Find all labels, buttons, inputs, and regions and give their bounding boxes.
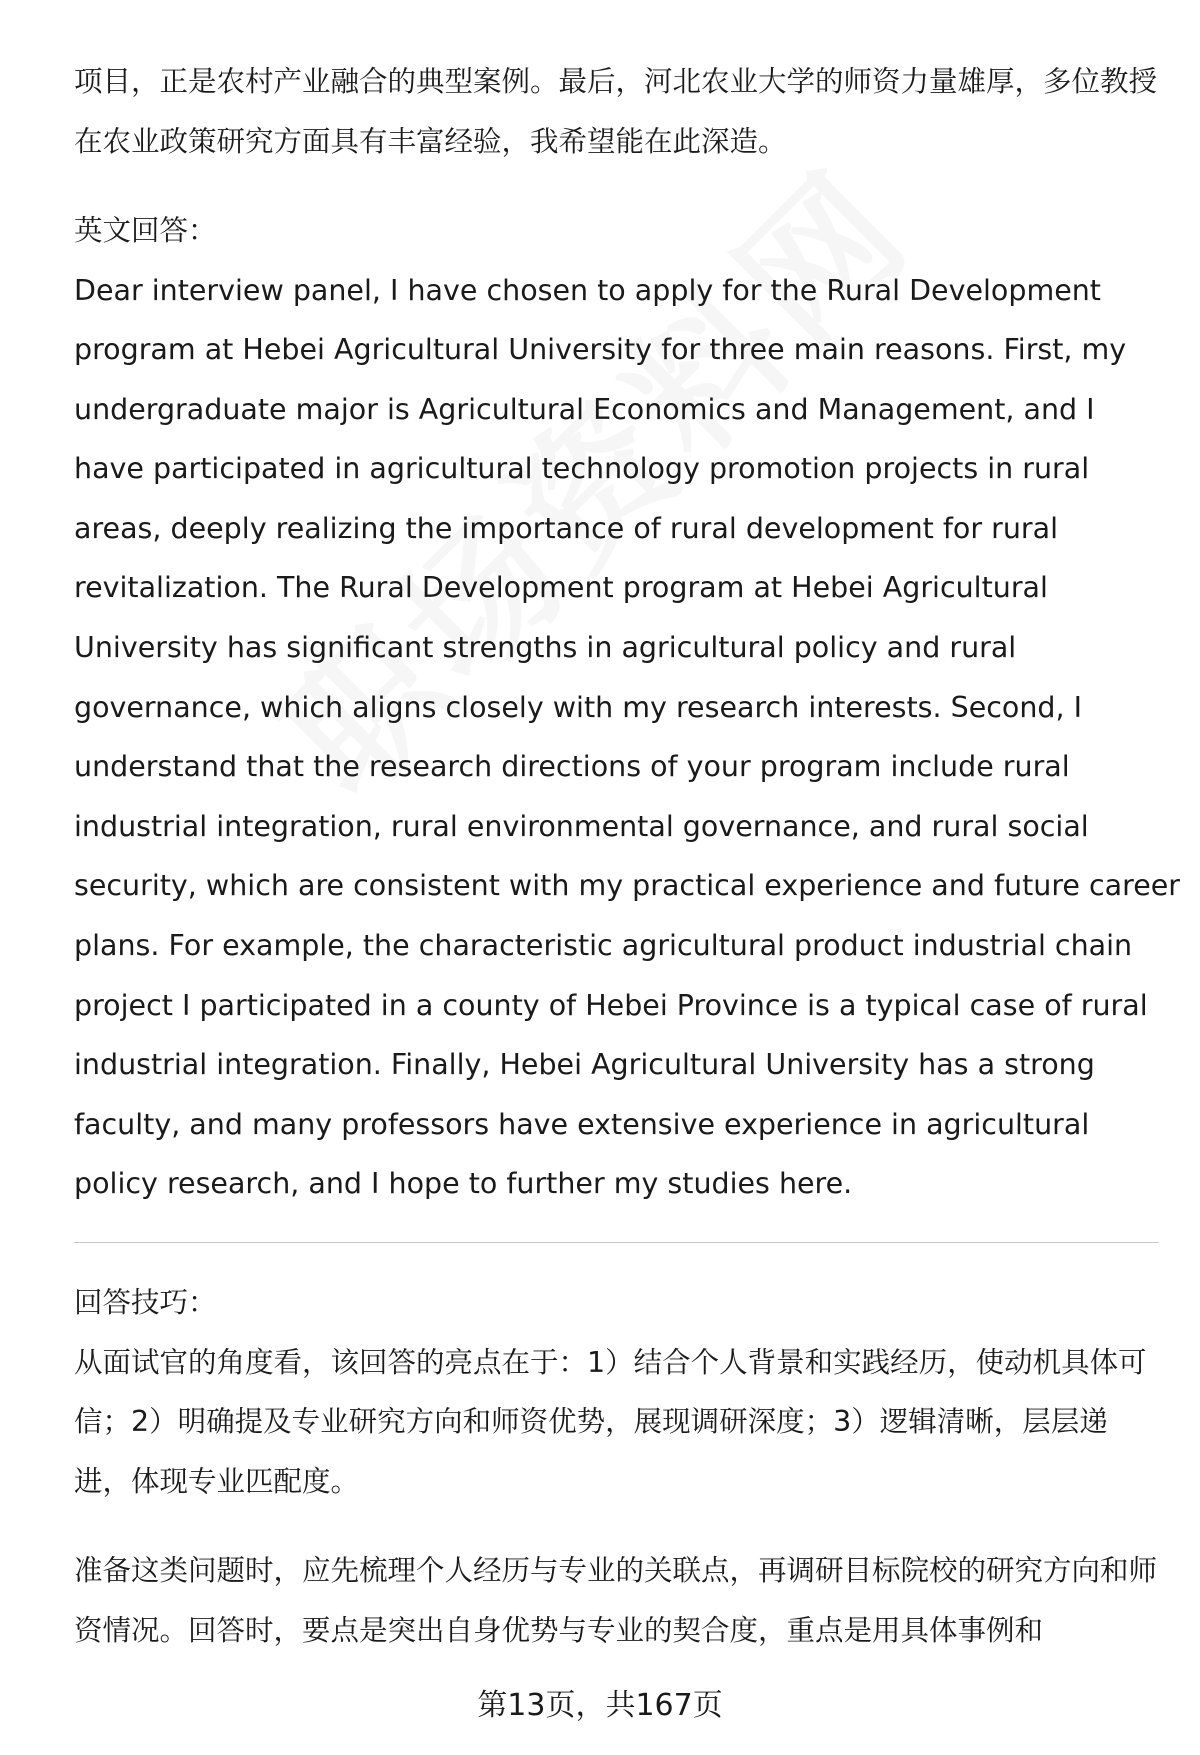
english-answer-line: have participated in agricultural technology promotion projects in rural [74,452,1090,486]
english-answer-heading: 英文回答： [74,214,217,247]
page-number-footer: 第13页，共167页 [477,1688,723,1723]
english-answer [74,261,1181,1215]
intro-paragraph: 项目，正是农村产业融合的典型案例。最后，河北农业大学的师资力量雄厚，多位教授在农业政策研究方面具有丰富经验，我希望能在此深造。 [74,65,1158,158]
english-answer-line: industrial integration. Finally, Hebei Agricultural University has a strong [74,1048,1095,1082]
prep-paragraph: 准备这类问题时，应先梳理个人经历与专业的关联点，再调研目标院校的研究方向和师资情况。回答时，要点是突出自身优势与专业的契合度，重点是用具体事例和 [74,1554,1158,1647]
english-answer-line: program at Hebei Agricultural University for three main reasons. First, my [74,333,1127,367]
english-answer-line: faculty, and many professors have extensive experience in agricultural [74,1107,1090,1141]
english-answer-line: revitalization. The Rural Development program at Hebei Agricultural [74,571,1048,605]
tips-heading: 回答技巧： [74,1286,217,1319]
english-answer-line: security, which are consistent with my practical experience and future career [74,869,1181,903]
english-answer-line: Dear interview panel, I have chosen to apply for the Rural Development [74,273,1101,307]
english-answer-line: University has significant strengths in agricultural policy and rural [74,631,1017,665]
english-answer-line: undergraduate major is Agricultural Economics and Management, and I [74,392,1095,426]
english-answer-line: industrial integration, rural environmental governance, and rural social [74,809,1089,843]
section-divider [74,1242,1159,1243]
tips-paragraph: 从面试官的角度看，该回答的亮点在于：1）结合个人背景和实践经历，使动机具体可信；2）明确提及专业研究方向和师资优势，展现调研深度；3）逻辑清晰，层层递进，体现专业匹配度。 [74,1345,1147,1498]
english-answer-line: understand that the research directions of your program include rural [74,750,1070,784]
document-page [74,52,1181,1660]
english-answer-line: areas, deeply realizing the importance of rural development for rural [74,511,1059,545]
english-answer-line: plans. For example, the characteristic agricultural product industrial chain [74,929,1133,963]
english-answer-line: governance, which aligns closely with my research interests. Second, I [74,690,1083,724]
english-answer-line: policy research, and I hope to further my studies here. [74,1167,853,1201]
english-answer-line: project I participated in a county of Hebei Province is a typical case of rural [74,988,1148,1022]
